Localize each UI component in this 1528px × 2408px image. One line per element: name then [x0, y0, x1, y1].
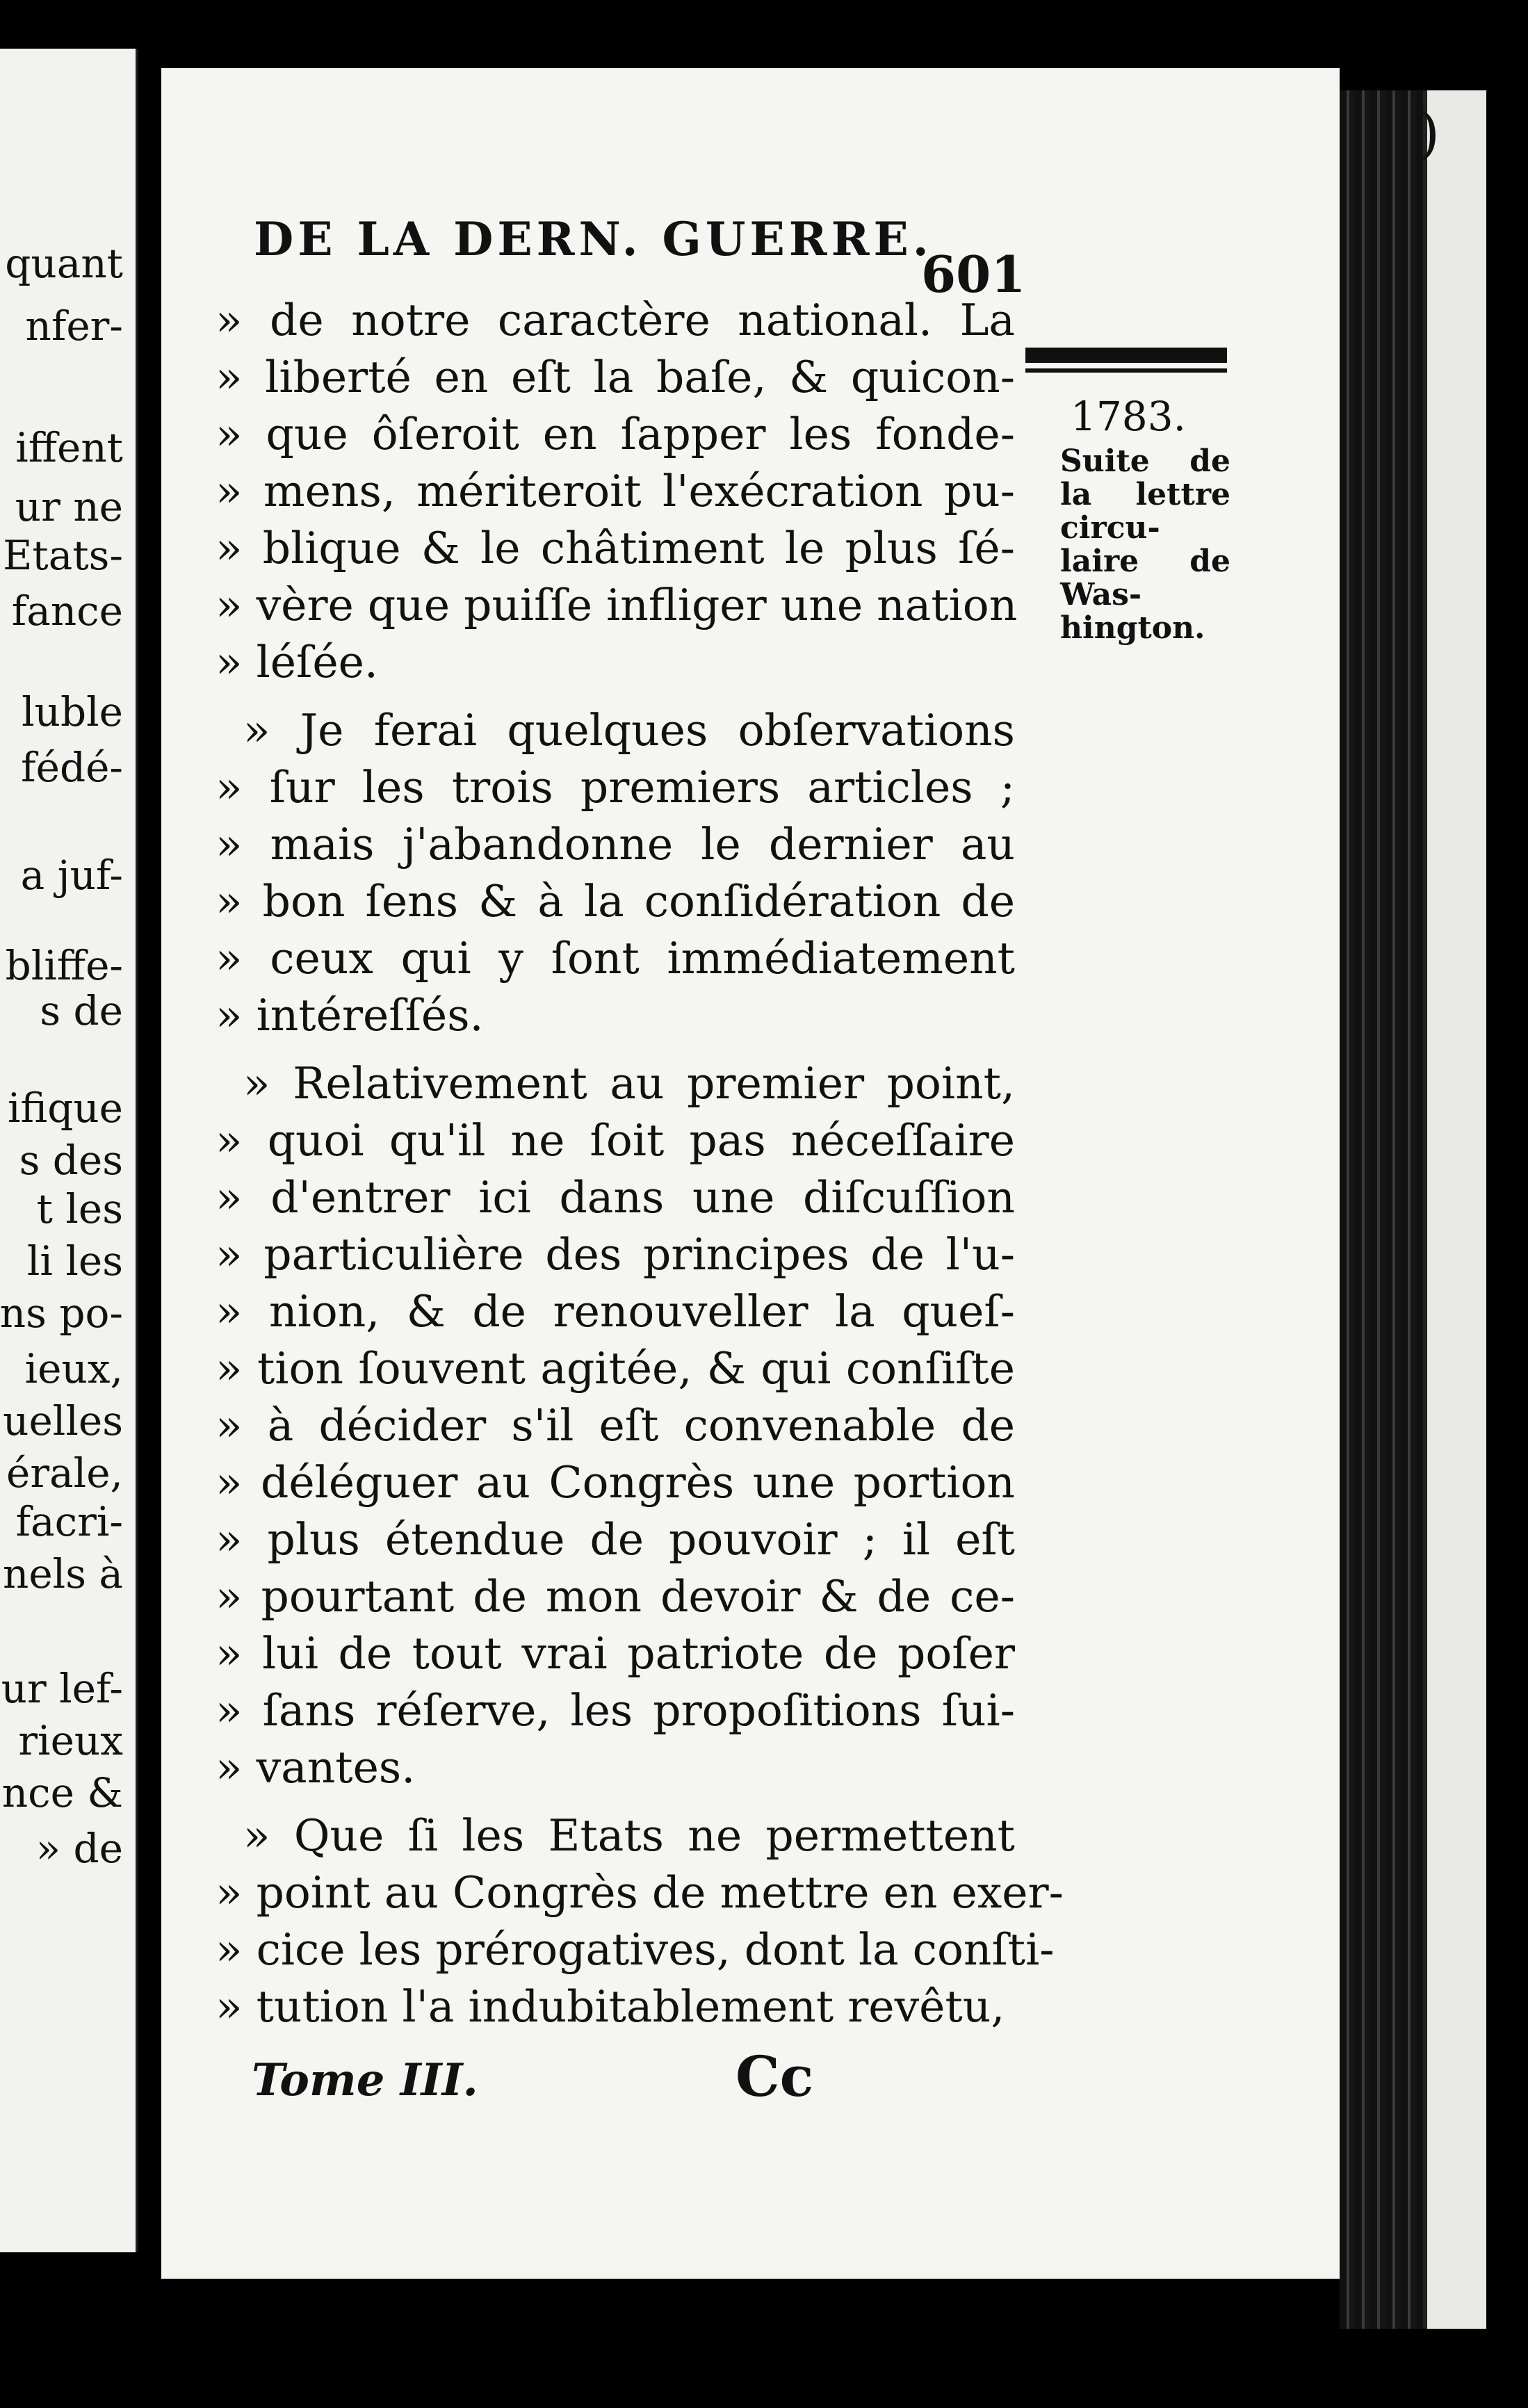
text-line: » de notre caractère national. La — [216, 295, 1015, 345]
facing-page-text: s de — [40, 987, 123, 1034]
facing-page-text: iffent — [15, 424, 123, 471]
volume-label: Tome III. — [252, 2054, 478, 2106]
facing-page-text: facri- — [15, 1498, 123, 1545]
text-line: » Relativement au premier point, — [243, 1058, 1015, 1109]
text-line: » vantes. — [216, 1742, 416, 1793]
facing-page-text: ieux, — [24, 1345, 123, 1392]
margin-rule-thin — [1025, 368, 1227, 373]
facing-page-text: bliffe- — [5, 942, 123, 989]
facing-page-text: nels à — [2, 1550, 123, 1597]
facing-page-text: uelles — [3, 1397, 123, 1445]
facing-page-text: Etats- — [3, 532, 123, 579]
body-text — [216, 292, 1064, 2035]
text-line: » bon ſens & à la conſidération de — [216, 876, 1015, 927]
margin-year: 1783. — [1071, 393, 1187, 440]
text-line: » pourtant de mon devoir & de ce- — [216, 1571, 1015, 1622]
facing-page-text: » de — [35, 1825, 123, 1872]
facing-page-text: ur ne — [15, 483, 123, 530]
page-edge — [1423, 90, 1486, 2329]
text-line: » cice les prérogatives, dont la conſti- — [216, 1924, 1055, 1975]
facing-page-text: ifique — [7, 1084, 123, 1132]
text-line: » lui de tout vrai patriote de poſer — [216, 1628, 1015, 1679]
text-line: » vère que puiſſe infliger une nation — [216, 580, 1018, 631]
facing-page-text: s des — [19, 1137, 123, 1184]
text-line: » ſur les trois premiers articles ; — [216, 762, 1015, 813]
edge-mark: ) — [1418, 101, 1440, 165]
page-number: 601 — [921, 245, 1026, 304]
facing-page-text: érale, — [6, 1449, 123, 1497]
facing-page-text: li les — [26, 1237, 123, 1285]
text-line: » particulière des principes de l'u- — [216, 1229, 1015, 1280]
text-line: » tution l'a indubitablement revêtu, — [216, 1981, 1005, 2032]
text-line: » quoi qu'il ne ſoit pas néceſſaire — [216, 1115, 1015, 1166]
text-line: » que ôſeroit en ſapper les fonde- — [216, 409, 1015, 459]
margin-rule — [1025, 348, 1227, 363]
facing-page-text: fance — [11, 587, 123, 635]
text-line: » à décider s'il eſt convenable de — [216, 1400, 1015, 1451]
facing-page-text: quant — [5, 240, 123, 287]
text-line: » plus étendue de pouvoir ; il eſt — [216, 1514, 1015, 1565]
text-line: » léſée. — [216, 637, 378, 688]
signature-mark: Cc — [735, 2044, 814, 2109]
facing-page-text: t les — [36, 1185, 123, 1233]
text-line: » liberté en eſt la baſe, & quicon- — [216, 352, 1015, 402]
text-line: » mais j'abandonne le dernier au — [216, 819, 1015, 870]
text-line: » mens, mériteroit l'exécration pu- — [216, 466, 1015, 516]
text-line: » point au Congrès de mettre en exer- — [216, 1867, 1064, 1918]
text-line: » tion ſouvent agitée, & qui conſiſte — [216, 1343, 1015, 1394]
facing-page-text: ur lef- — [1, 1665, 123, 1712]
facing-page-text: fédé- — [21, 744, 123, 791]
margin-note: Suite de la lettre circu-laire de Was-hington. — [1060, 444, 1230, 646]
book-spine — [1340, 90, 1423, 2329]
text-line: » ſans réſerve, les propoſitions ſui- — [216, 1685, 1015, 1736]
facing-page-text: luble — [22, 688, 123, 735]
running-header: DE LA DERN. GUERRE. — [254, 212, 933, 266]
facing-page-text: a juf- — [20, 852, 123, 899]
facing-page-fragment — [0, 49, 138, 2252]
text-line: » ceux qui y ſont immédiatement — [216, 933, 1015, 984]
text-line: » blique & le châtiment le plus ſé- — [216, 523, 1015, 573]
text-line: » d'entrer ici dans une diſcuſſion — [216, 1172, 1015, 1223]
text-line: » déléguer au Congrès une portion — [216, 1457, 1015, 1508]
text-line: » nion, & de renouveller la queſ- — [216, 1286, 1015, 1337]
facing-page-text: ns po- — [0, 1290, 123, 1337]
facing-page-text: nce & — [1, 1769, 123, 1816]
text-line: » Je ferai quelques obſervations — [243, 705, 1015, 756]
facing-page-text: nfer- — [25, 302, 123, 350]
text-line: » Que ſi les Etats ne permettent — [243, 1810, 1015, 1861]
text-line: » intéreſſés. — [216, 990, 484, 1041]
facing-page-text: rieux — [18, 1717, 123, 1764]
